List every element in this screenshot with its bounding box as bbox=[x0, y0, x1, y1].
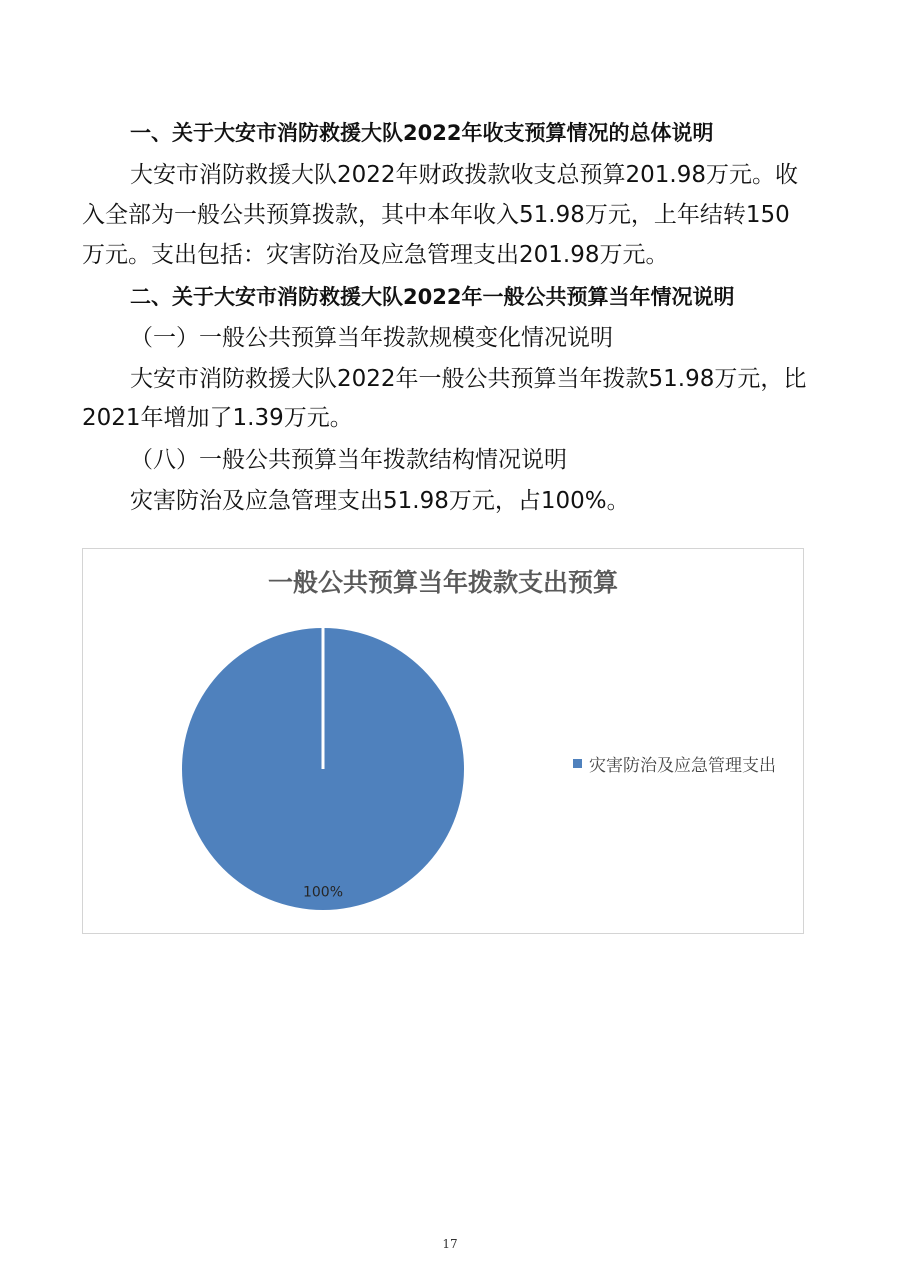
paragraph-line-6: 灾害防治及应急管理支出51.98万元，占100%。 bbox=[130, 488, 630, 514]
pie-chart bbox=[82, 548, 804, 934]
paragraph-line-3: 万元。支出包括：灾害防治及应急管理支出201.98万元。 bbox=[82, 242, 669, 268]
legend-swatch bbox=[573, 759, 582, 768]
pie-data-label: 100% bbox=[302, 884, 344, 901]
paragraph-line-1: 大安市消防救援大队2022年财政拨款收支总预算201.98万元。收 bbox=[130, 162, 799, 188]
subsection-heading-1: （一）一般公共预算当年拨款规模变化情况说明 bbox=[130, 325, 613, 351]
chart-title: 一般公共预算当年拨款支出预算 bbox=[267, 568, 618, 597]
paragraph-line-4: 大安市消防救援大队2022年一般公共预算当年拨款51.98万元，比 bbox=[130, 366, 807, 392]
paragraph-line-5: 2021年增加了1.39万元。 bbox=[82, 405, 353, 431]
pie-chart-plot bbox=[83, 549, 803, 933]
page-number: 17 bbox=[442, 1237, 458, 1251]
subsection-heading-2: （八）一般公共预算当年拨款结构情况说明 bbox=[130, 447, 567, 473]
section-heading-2: 二、关于大安市消防救援大队2022年一般公共预算当年情况说明 bbox=[130, 285, 735, 309]
paragraph-line-2: 入全部为一般公共预算拨款，其中本年收入51.98万元，上年结转150 bbox=[82, 202, 790, 228]
legend-label: 灾害防治及应急管理支出 bbox=[589, 756, 776, 776]
chart-legend bbox=[573, 751, 776, 776]
section-heading-1: 一、关于大安市消防救援大队2022年收支预算情况的总体说明 bbox=[130, 121, 714, 145]
